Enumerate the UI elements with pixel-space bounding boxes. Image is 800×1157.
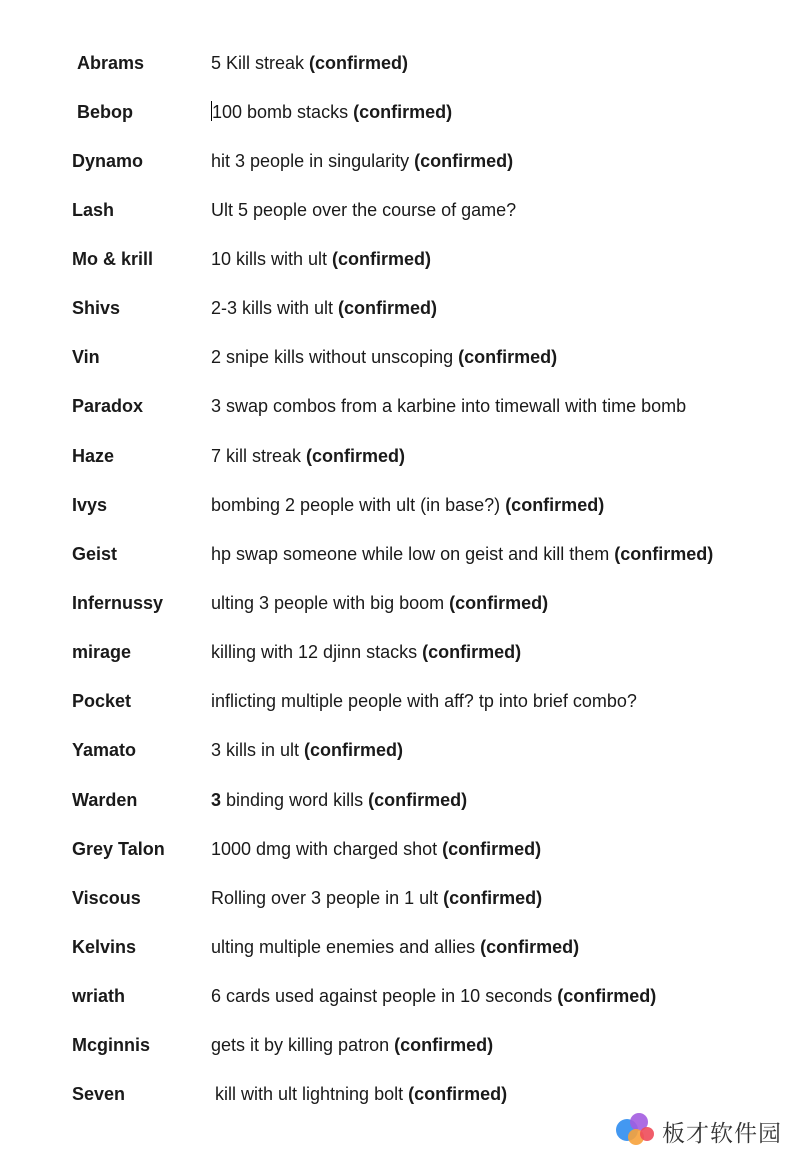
list-item — [0, 539, 800, 569]
hero-name: Kelvins — [72, 937, 137, 957]
hero-challenge: 10 kills with ult (confirmed) — [211, 249, 432, 269]
hero-name: Mcginnis — [72, 1035, 151, 1055]
watermark-logo-icon — [614, 1111, 658, 1151]
list-item — [0, 834, 800, 864]
hero-name: Bebop — [77, 102, 133, 122]
hero-challenge: 3 binding word kills (confirmed) — [211, 790, 468, 810]
hero-name: Mo & krill — [72, 249, 154, 269]
watermark-text: 板才软件园 — [662, 1120, 782, 1147]
hero-name: Haze — [72, 446, 115, 466]
hero-challenge: inflicting multiple people with aff? tp into brief combo? — [211, 691, 637, 711]
hero-name: Abrams — [77, 53, 145, 73]
hero-name: wriath — [72, 986, 126, 1006]
hero-challenge: ulting 3 people with big boom (confirmed) — [211, 593, 549, 613]
list-item — [0, 293, 800, 323]
list-item — [0, 1030, 800, 1060]
hero-challenge: 3 kills in ult (confirmed) — [211, 740, 404, 760]
hero-name: Pocket — [72, 691, 132, 711]
hero-challenge: bombing 2 people with ult (in base?) (confirmed) — [211, 495, 605, 515]
hero-name: Paradox — [72, 396, 144, 416]
hero-name: Ivys — [72, 495, 108, 515]
hero-name: Geist — [72, 544, 118, 564]
list-item — [0, 932, 800, 962]
hero-challenge: 3 swap combos from a karbine into timewall with time bomb — [211, 396, 687, 416]
list-item — [0, 97, 800, 127]
hero-name: Viscous — [72, 888, 141, 908]
list-item — [0, 48, 800, 78]
hero-name: Infernussy — [72, 593, 164, 613]
hero-challenge: Ult 5 people over the course of game? — [211, 200, 517, 220]
hero-challenge: kill with ult lightning bolt (confirmed) — [215, 1084, 508, 1104]
hero-challenge: 2-3 kills with ult (confirmed) — [211, 298, 438, 318]
list-item — [0, 686, 800, 716]
list-item — [0, 195, 800, 225]
hero-name: Lash — [72, 200, 115, 220]
hero-name: Grey Talon — [72, 839, 165, 859]
hero-challenge: 7 kill streak (confirmed) — [211, 446, 406, 466]
list-item — [0, 244, 800, 274]
hero-challenge: 1000 dmg with charged shot (confirmed) — [211, 839, 542, 859]
list-item — [0, 735, 800, 765]
hero-name: Dynamo — [72, 151, 144, 171]
list-item — [0, 785, 800, 815]
hero-name: Vin — [72, 347, 100, 367]
hero-name: Seven — [72, 1084, 126, 1104]
list-item — [0, 441, 800, 471]
list-item — [0, 490, 800, 520]
hero-name: Warden — [72, 790, 138, 810]
hero-challenge: Rolling over 3 people in 1 ult (confirmed) — [211, 888, 543, 908]
list-item — [0, 342, 800, 372]
list-item — [0, 588, 800, 618]
hero-challenge: hit 3 people in singularity (confirmed) — [211, 151, 514, 171]
list-item — [0, 146, 800, 176]
hero-challenge: 100 bomb stacks (confirmed) — [212, 102, 453, 122]
list-item — [0, 883, 800, 913]
hero-name: mirage — [72, 642, 132, 662]
list-item — [0, 637, 800, 667]
hero-challenge: 2 snipe kills without unscoping (confirmed) — [211, 347, 558, 367]
hero-challenge: ulting multiple enemies and allies (confirmed) — [211, 937, 580, 957]
list-item — [0, 981, 800, 1011]
hero-challenge: 6 cards used against people in 10 seconds (confirmed) — [211, 986, 657, 1006]
watermark — [614, 1110, 794, 1152]
hero-challenge: 5 Kill streak (confirmed) — [211, 53, 409, 73]
hero-challenge: killing with 12 djinn stacks (confirmed) — [211, 642, 522, 662]
list-item — [0, 1079, 800, 1109]
hero-name: Shivs — [72, 298, 121, 318]
hero-name: Yamato — [72, 740, 137, 760]
hero-challenge: hp swap someone while low on geist and kill them (confirmed) — [211, 544, 714, 564]
hero-challenge: gets it by killing patron (confirmed) — [211, 1035, 494, 1055]
list-item — [0, 391, 800, 421]
